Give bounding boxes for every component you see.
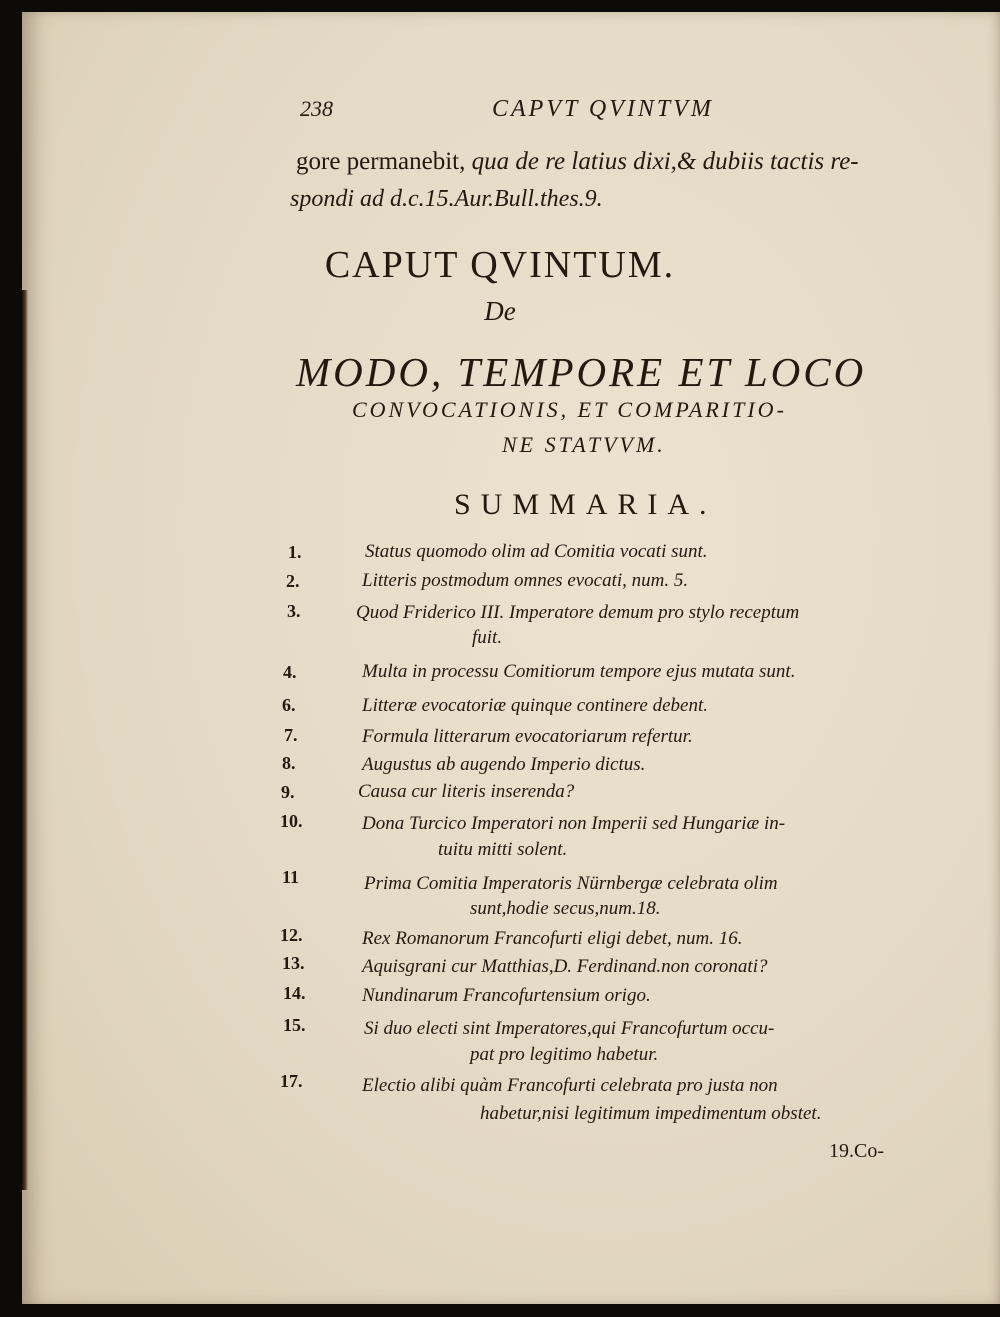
running-head: CAPVT QVINTVM (492, 96, 714, 122)
entry-text: Aquisgrani cur Matthias,D. Ferdinand.non coronati? (362, 956, 768, 977)
continuation-line-2: spondi ad d.c.15.Aur.Bull.thes.9. (290, 186, 603, 212)
chapter-de: De (484, 296, 516, 326)
entry-number: 17. (280, 1071, 303, 1091)
entry-number: 6. (282, 695, 296, 715)
entry-text-continued: tuitu mitti solent. (438, 839, 568, 860)
entry-number: 1. (288, 542, 302, 562)
entry-number: 10. (280, 811, 303, 831)
entry-number: 14. (283, 983, 306, 1003)
catchword: 19.Co- (829, 1140, 884, 1162)
page-gutter-shadow (22, 290, 28, 1190)
entry-text-continued: fuit. (472, 627, 503, 648)
entry-text-continued: habetur,nisi legitimum impedimentum obstet. (480, 1103, 822, 1124)
chapter-heading-line-2: CONVOCATIONIS, ET COMPARITIO- (352, 397, 787, 422)
entry-text: Quod Friderico III. Imperatore demum pro stylo receptum (356, 602, 800, 623)
chapter-heading-line-3: NE STATVVM. (502, 432, 666, 457)
entry-text: Electio alibi quàm Francofurti celebrata pro justa non (362, 1075, 778, 1096)
entry-number: 11 (282, 867, 300, 887)
entry-number: 9. (281, 782, 295, 802)
entry-text: Prima Comitia Imperatoris Nürnbergæ celebrata olim (364, 873, 778, 894)
entry-text: Multa in processu Comitiorum tempore ejus mutata sunt. (362, 661, 796, 682)
entry-number: 8. (282, 753, 296, 773)
entry-number: 2. (286, 571, 300, 591)
entry-text-continued: pat pro legitimo habetur. (470, 1044, 659, 1065)
entry-number: 12. (280, 925, 303, 945)
entry-text: Rex Romanorum Francofurti eligi debet, num. 16. (362, 928, 743, 949)
entry-text: Causa cur literis inserenda? (358, 781, 575, 802)
entry-number: 7. (284, 725, 298, 745)
entry-text: Augustus ab augendo Imperio dictus. (362, 754, 646, 775)
page-number: 238 (300, 96, 333, 121)
entry-text: Status quomodo olim ad Comitia vocati sunt. (365, 541, 708, 562)
entry-text-continued: sunt,hodie secus,num.18. (470, 898, 661, 919)
continuation-line-1 (296, 148, 859, 176)
continuation-roman: gore permanebit, (296, 148, 466, 175)
entry-text: Dona Turcico Imperatori non Imperii sed Hungariæ in- (362, 813, 786, 834)
continuation-italic: qua de re latius dixi,& dubiis tactis re- (465, 148, 859, 175)
entry-number: 3. (287, 601, 301, 621)
entry-number: 4. (283, 662, 297, 682)
entry-text: Litteræ evocatoriæ quinque continere debent. (362, 695, 708, 716)
chapter-title: CAPUT QVINTUM. (324, 244, 676, 286)
entry-text: Litteris postmodum omnes evocati, num. 5. (362, 570, 689, 591)
entry-text: Si duo electi sint Imperatores,qui Francofurtum occu- (364, 1018, 775, 1039)
entry-text: Nundinarum Francofurtensium origo. (362, 985, 651, 1006)
chapter-heading-line-1: MODO, TEMPORE ET LOCO (296, 349, 867, 395)
entry-text: Formula litterarum evocatoriarum refertur. (362, 726, 693, 747)
summaria-heading: SUMMARIA. (454, 488, 717, 521)
entry-number: 13. (282, 953, 305, 973)
entry-number: 15. (283, 1015, 306, 1035)
